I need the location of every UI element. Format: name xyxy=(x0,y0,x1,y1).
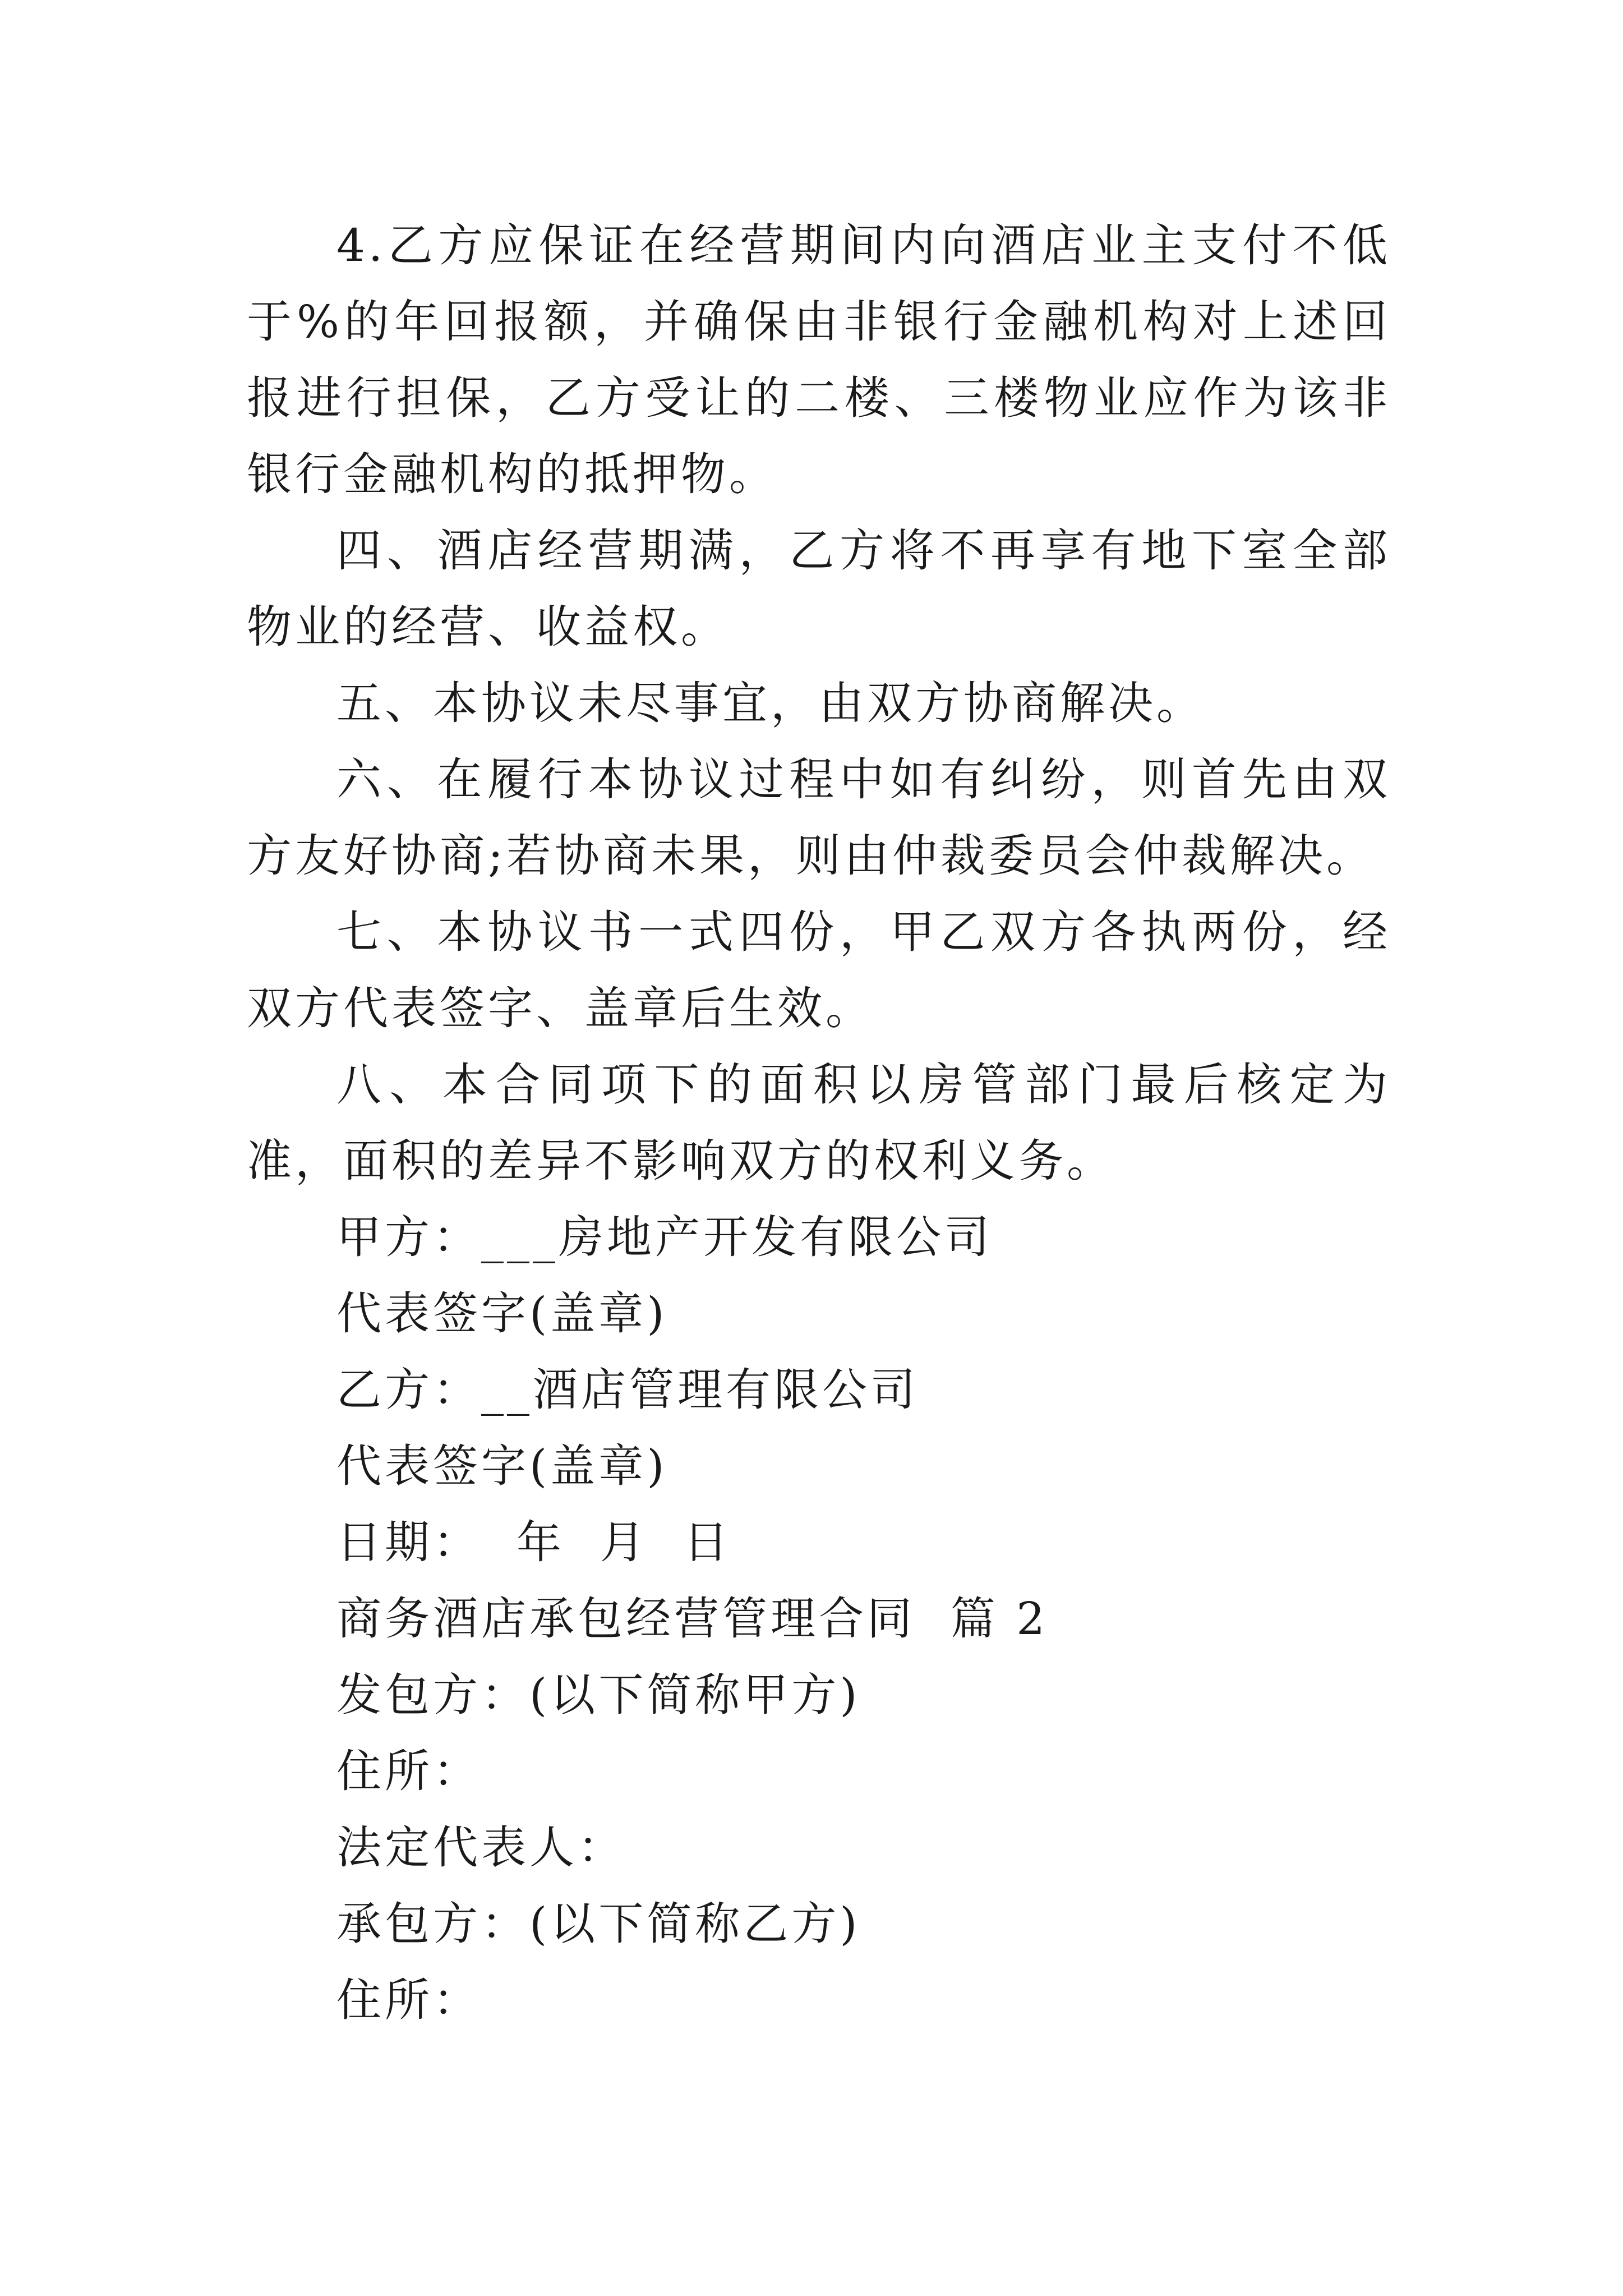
issuer-address-line: 住所： xyxy=(336,1745,481,1797)
clause-4-paragraph: 4.乙方应保证在经营期间内向酒店业主支付不低于%的年回报额，并确保由非银行金融机构对上述回报进行担保，乙方受让的二楼、三楼物业应作为该非银行金融机构的抵押物。 xyxy=(247,219,1391,500)
contractor-line: 承包方：(以下简称乙方) xyxy=(336,1898,861,1950)
clause-six-paragraph: 六、在履行本协议过程中如有纠纷，则首先由双方友好协商;若协商未果，则由仲裁委员会仲裁解决。 xyxy=(247,753,1391,882)
party-a-signature-line: 甲方：___房地产开发有限公司 xyxy=(336,1211,993,1263)
section-title: 商务酒店承包经营管理合同 篇 2 xyxy=(336,1593,1049,1645)
party-a-representative-line: 代表签字(盖章) xyxy=(336,1287,668,1340)
date-line: 日期： 年 月 日 xyxy=(336,1516,732,1568)
legal-representative-line: 法定代表人： xyxy=(336,1821,626,1874)
clause-eight-paragraph: 八、本合同项下的面积以房管部门最后核定为准，面积的差异不影响双方的权利义务。 xyxy=(247,1059,1391,1187)
party-b-signature-line: 乙方：__酒店管理有限公司 xyxy=(336,1364,919,1416)
clause-five-paragraph: 五、本协议未尽事宜，由双方协商解决。 xyxy=(336,677,1205,729)
clause-four-paragraph: 四、酒店经营期满，乙方将不再享有地下室全部物业的经营、收益权。 xyxy=(247,524,1391,653)
contractor-address-line: 住所： xyxy=(336,1974,481,2026)
clause-seven-paragraph: 七、本协议书一式四份，甲乙双方各执两份，经双方代表签字、盖章后生效。 xyxy=(247,906,1391,1034)
party-b-representative-line: 代表签字(盖章) xyxy=(336,1440,668,1492)
contractor-issuer-line: 发包方：(以下简称甲方) xyxy=(336,1669,861,1721)
